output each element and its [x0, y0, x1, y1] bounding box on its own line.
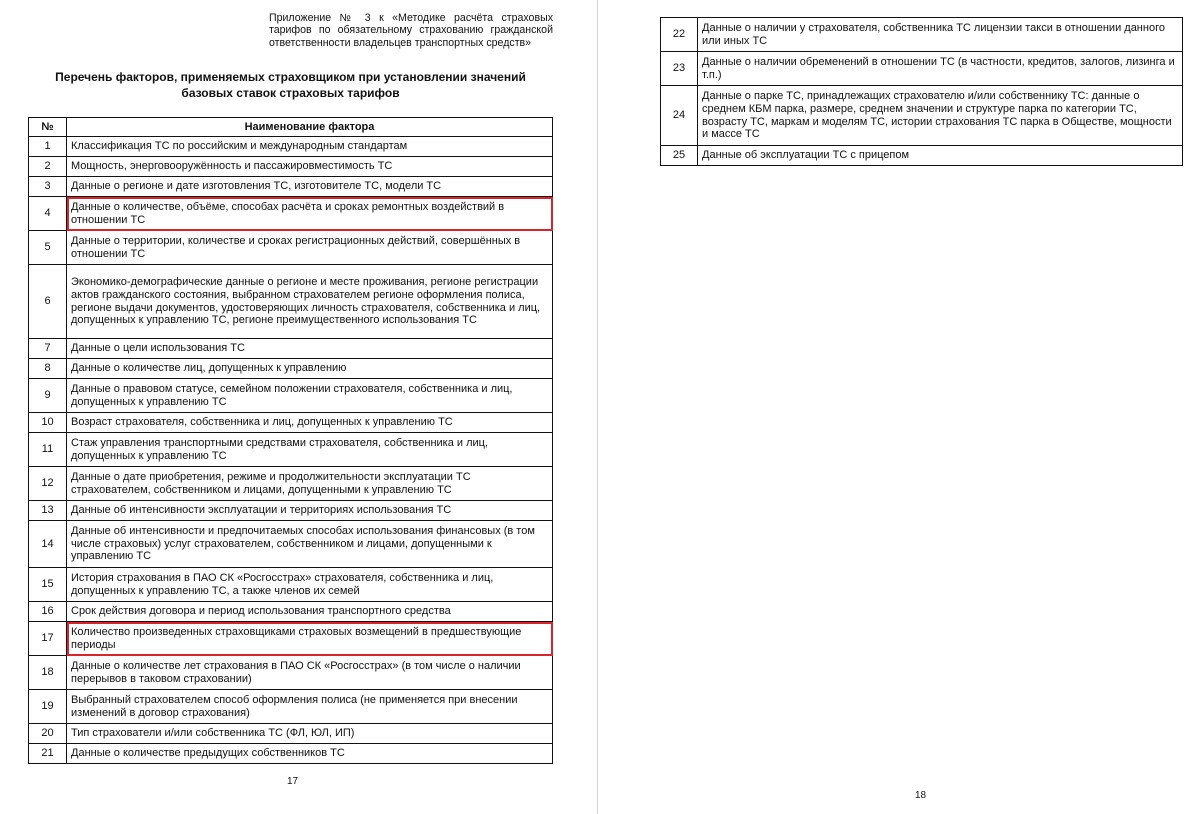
- table-row: [29, 690, 553, 724]
- factor-number: 8: [29, 359, 67, 379]
- factor-number: 24: [661, 86, 698, 146]
- factor-name: Срок действия договора и период использования транспортного средства: [67, 602, 553, 622]
- factor-name: Данные о цели использования ТС: [67, 339, 553, 359]
- table-row: [29, 622, 553, 656]
- factor-name: Данные о дате приобретения, режиме и продолжительности эксплуатации ТС страхователем, собственником и лицами, допущенными к управлению ТС: [67, 467, 553, 501]
- factor-name: Данные об эксплуатации ТС с прицепом: [698, 146, 1183, 166]
- table-row: [29, 501, 553, 521]
- table-row: [29, 231, 553, 265]
- factor-name: Стаж управления транспортными средствами страхователя, собственника и лиц, допущенных к управлению ТС: [67, 433, 553, 467]
- factor-name: Данные о количестве предыдущих собственников ТС: [67, 744, 553, 764]
- table-row: [29, 724, 553, 744]
- column-header-number: №: [29, 118, 67, 137]
- factor-name: Данные о наличии обременений в отношении ТС (в частности, кредитов, залогов, лизинга и т.п.): [698, 52, 1183, 86]
- factors-table-body-left: [29, 137, 553, 764]
- table-row: [29, 177, 553, 197]
- table-row: [29, 433, 553, 467]
- table-row: [29, 656, 553, 690]
- factor-number: 14: [29, 521, 67, 568]
- factor-number: 20: [29, 724, 67, 744]
- factor-name: Данные об интенсивности эксплуатации и территориях использования ТС: [67, 501, 553, 521]
- factor-number: 3: [29, 177, 67, 197]
- factor-number: 25: [661, 146, 698, 166]
- factor-number: 10: [29, 413, 67, 433]
- factor-number: 11: [29, 433, 67, 467]
- table-row: [29, 521, 553, 568]
- factor-number: 12: [29, 467, 67, 501]
- table-row: [661, 18, 1183, 52]
- factor-name: Данные о количестве лиц, допущенных к управлению: [67, 359, 553, 379]
- factor-name: Данные о количестве лет страхования в ПАО СК «Росгосстрах» (в том числе о наличии перерывов в таковом страховании): [67, 656, 553, 690]
- table-row: [29, 379, 553, 413]
- table-row: [29, 197, 553, 231]
- table-row: [29, 568, 553, 602]
- table-row: [29, 157, 553, 177]
- factor-name: Мощность, энерговооружённость и пассажировместимость ТС: [67, 157, 553, 177]
- factor-number: 22: [661, 18, 698, 52]
- table-row: [29, 265, 553, 339]
- page-divider: [597, 0, 598, 814]
- factor-name-highlighted: Количество произведенных страховщиками страховых возмещений в предшествующие периоды: [67, 622, 553, 656]
- factor-name: Данные о наличии у страхователя, собственника ТС лицензии такси в отношении данного или иных ТС: [698, 18, 1183, 52]
- factor-name: Возраст страхователя, собственника и лиц, допущенных к управлению ТС: [67, 413, 553, 433]
- factor-name: Данные о парке ТС, принадлежащих страхователю и/или собственнику ТС: данные о среднем КБМ парка, размере, среднем значении и структуре парка по категории ТС, возрасту ТС, маркам и моделям ТС, истории страхования ТС парка в Обществе, мощности и массе ТС: [698, 86, 1183, 146]
- factor-name: Тип страхователи и/или собственника ТС (ФЛ, ЮЛ, ИП): [67, 724, 553, 744]
- factor-number: 17: [29, 622, 67, 656]
- factor-name: Данные о правовом статусе, семейном положении страхователя, собственника и лиц, допущенных к управлению ТС: [67, 379, 553, 413]
- factor-name-highlighted: Данные о количестве, объёме, способах расчёта и сроках ремонтных воздействий в отношении ТС: [67, 197, 553, 231]
- appendix-note: Приложение № 3 к «Методике расчёта страховых тарифов по обязательному страхованию гражданской ответственности владельцев транспортных средств»: [269, 12, 553, 49]
- factors-table-body-right: [661, 18, 1183, 166]
- table-row: [661, 86, 1183, 146]
- factor-number: 9: [29, 379, 67, 413]
- factor-name: История страхования в ПАО СК «Росгосстрах» страхователя, собственника и лиц, допущенных к управлению ТС, а также членов их семей: [67, 568, 553, 602]
- factor-number: 19: [29, 690, 67, 724]
- factor-name: Классификация ТС по российским и международным стандартам: [67, 137, 553, 157]
- table-row: [29, 744, 553, 764]
- factors-table-page-18: [660, 17, 1183, 166]
- table-header-row: [29, 118, 553, 137]
- factor-number: 2: [29, 157, 67, 177]
- table-row: [661, 146, 1183, 166]
- table-row: [29, 467, 553, 501]
- page-number-17: 17: [287, 776, 299, 787]
- document-title: Перечень факторов, применяемых страховщиком при установлении значений базовых ставок страховых тарифов: [55, 70, 526, 100]
- column-header-factor-name: Наименование фактора: [67, 118, 553, 137]
- factor-name: Выбранный страхователем способ оформления полиса (не применяется при внесении изменений в договор страхования): [67, 690, 553, 724]
- factor-number: 16: [29, 602, 67, 622]
- factor-number: 6: [29, 265, 67, 339]
- factor-number: 4: [29, 197, 67, 231]
- factor-number: 7: [29, 339, 67, 359]
- table-row: [29, 413, 553, 433]
- factors-table-page-17: [28, 117, 553, 764]
- table-row: [29, 339, 553, 359]
- factor-name: Данные о территории, количестве и сроках регистрационных действий, совершённых в отношении ТС: [67, 231, 553, 265]
- factor-number: 15: [29, 568, 67, 602]
- factor-name: Экономико-демографические данные о регионе и месте проживания, регионе регистрации актов гражданского состояния, выбранном страхователем регионе оформления полиса, регионе выдачи документов, удостоверяющих личность страхователя, собственника и лиц, допущенных к управлению ТС, регионе преимущественного использования ТС: [67, 265, 553, 339]
- table-row: [29, 137, 553, 157]
- factor-number: 1: [29, 137, 67, 157]
- factor-number: 21: [29, 744, 67, 764]
- factor-number: 18: [29, 656, 67, 690]
- factor-number: 13: [29, 501, 67, 521]
- factor-number: 5: [29, 231, 67, 265]
- table-row: [29, 359, 553, 379]
- factor-number: 23: [661, 52, 698, 86]
- table-row: [661, 52, 1183, 86]
- factor-name: Данные об интенсивности и предпочитаемых способах использования финансовых (в том числе страховых) услуг страхователем, собственником и лицами, допущенными к управлению ТС: [67, 521, 553, 568]
- table-row: [29, 602, 553, 622]
- page-number-18: 18: [915, 790, 927, 801]
- factor-name: Данные о регионе и дате изготовления ТС, изготовителе ТС, модели ТС: [67, 177, 553, 197]
